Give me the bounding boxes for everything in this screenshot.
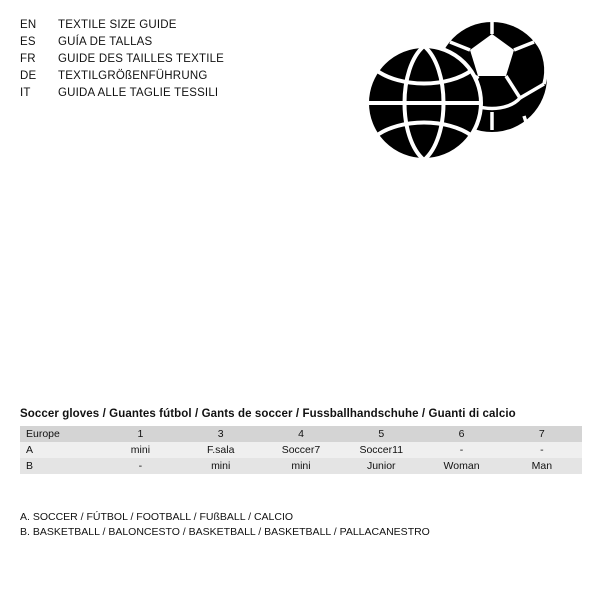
table-header-cell: 6	[421, 426, 501, 442]
table-cell: mini	[261, 458, 341, 474]
table-header-cell: 4	[261, 426, 341, 442]
table-header-cell: 5	[341, 426, 421, 442]
legend-language-code: DE	[20, 70, 37, 82]
table-cell: Soccer11	[341, 442, 421, 458]
table-row-label: A	[20, 442, 100, 458]
size-table-block	[20, 408, 582, 474]
size-table-title: Soccer gloves / Guantes fútbol / Gants de soccer / Fussballhandschuhe / Guanti di calcio	[20, 408, 516, 420]
legend-row	[20, 51, 350, 68]
table-cell: -	[421, 442, 501, 458]
table-header-cell: 3	[181, 426, 261, 442]
footnote-a: A. SOCCER / FÚTBOL / FOOTBALL / FUßBALL / CALCIO	[20, 511, 294, 523]
table-cell: F.sala	[181, 442, 261, 458]
table-header-row	[20, 426, 582, 442]
table-cell: mini	[100, 442, 180, 458]
table-cell: -	[100, 458, 180, 474]
table-row	[20, 442, 582, 458]
legend-row	[20, 85, 350, 102]
legend-language-text: TEXTILGRÖßENFÜHRUNG	[58, 70, 208, 82]
legend-language-code: FR	[20, 53, 36, 65]
legend-language-code: EN	[20, 19, 37, 31]
table-cell: Man	[502, 458, 582, 474]
legend-language-text: TEXTILE SIZE GUIDE	[58, 19, 177, 31]
basketball-icon	[367, 46, 481, 160]
table-cell: Woman	[421, 458, 501, 474]
language-legend	[20, 17, 350, 102]
table-cell: Junior	[341, 458, 421, 474]
footnote-list	[20, 510, 580, 540]
legend-language-text: GUIDA ALLE TAGLIE TESSILI	[58, 87, 219, 99]
table-header-cell: Europe	[20, 426, 100, 442]
size-table	[20, 426, 582, 474]
footnote-b: B. BASKETBALL / BALONCESTO / BASKETBALL / BASKETBALL / PALLACANESTRO	[20, 526, 430, 538]
legend-row	[20, 34, 350, 51]
balls-graphic	[352, 20, 567, 170]
ball-illustration	[352, 20, 567, 170]
table-cell: Soccer7	[261, 442, 341, 458]
table-header-cell: 1	[100, 426, 180, 442]
legend-language-text: GUÍA DE TALLAS	[58, 36, 153, 48]
legend-language-code: IT	[20, 87, 31, 99]
legend-language-code: ES	[20, 36, 36, 48]
table-row	[20, 458, 582, 474]
table-header-cell: 7	[502, 426, 582, 442]
table-cell: mini	[181, 458, 261, 474]
table-row-label: B	[20, 458, 100, 474]
legend-row	[20, 68, 350, 85]
table-cell: -	[502, 442, 582, 458]
legend-row	[20, 17, 350, 34]
legend-language-text: GUIDE DES TAILLES TEXTILE	[58, 53, 225, 65]
